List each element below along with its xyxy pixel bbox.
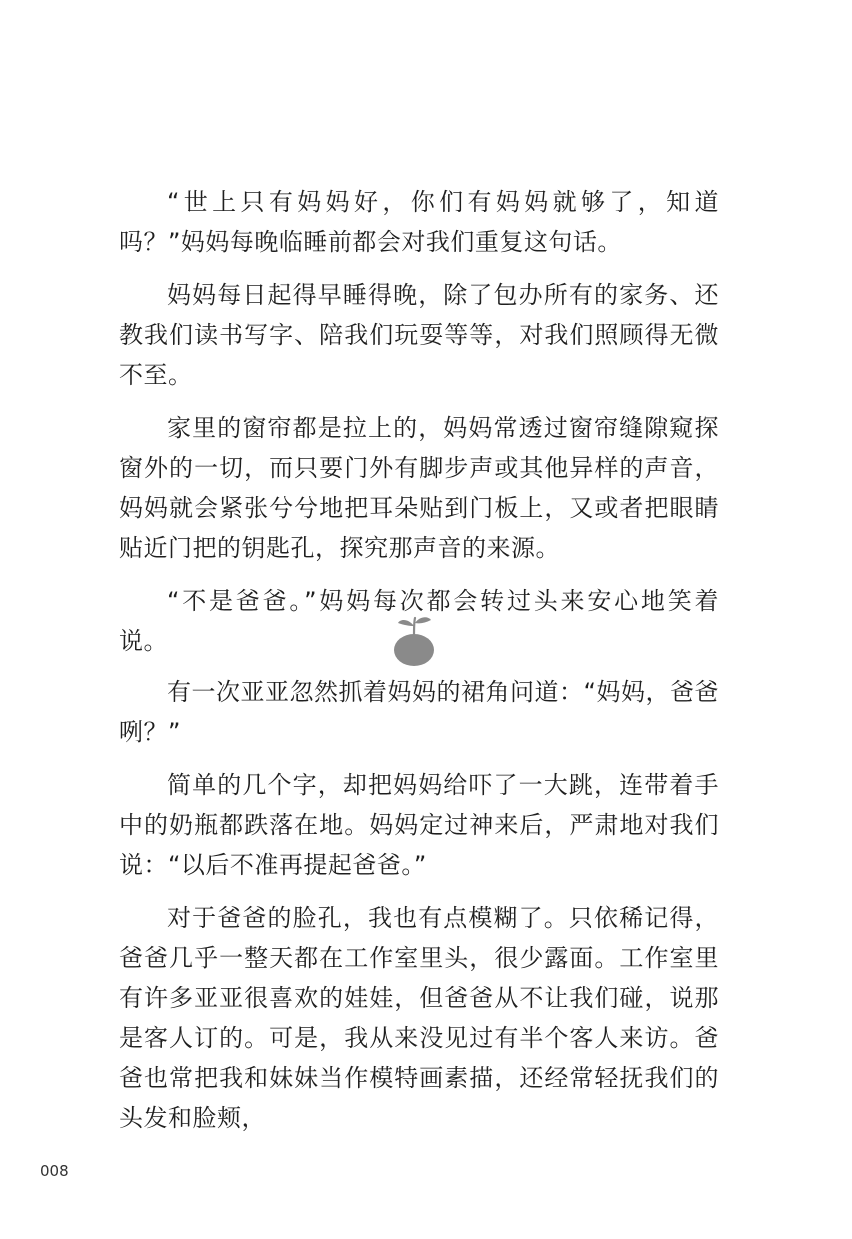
page-number: 008 [40,1162,69,1180]
paragraph: 有一次亚亚忽然抓着妈妈的裙角问道：“妈妈，爸爸咧？” [119,678,719,746]
paragraph: 对于爸爸的脸孔，我也有点模糊了。只依稀记得，爸爸几乎一整天都在工作室里头，很少露面。工作室里有许多亚亚很喜欢的娃娃，但爸爸从不让我们碰，说那是客人订的。可是，我从来没见过有半个客人来访。爸爸也常把我和妹妹当作模特画素描，还经常轻抚我们的头发和脸颊， [119,904,719,1132]
paragraph: “不是爸爸。”妈妈每次都会转过头来安心地笑着说。 [119,587,719,655]
text-section-bottom [119,672,719,1138]
paragraph: 妈妈每日起得早睡得晚，除了包办所有的家务、还教我们读书写字、陪我们玩耍等等，对我们照顾得无微不至。 [119,281,719,389]
text-section-top [119,182,719,661]
paragraph: 简单的几个字，却把妈妈给吓了一大跳，连带着手中的奶瓶都跌落在地。妈妈定过神来后，严肃地对我们说：“以后不准再提起爸爸。” [119,771,719,879]
paragraph: 家里的窗帘都是拉上的，妈妈常透过窗帘缝隙窥探窗外的一切，而只要门外有脚步声或其他异样的声音，妈妈就会紧张兮兮地把耳朵贴到门板上，又或者把眼睛贴近门把的钥匙孔，探究那声音的来源。 [119,414,719,562]
sprouting-seed-icon [388,612,440,668]
paragraph: “世上只有妈妈好，你们有妈妈就够了，知道吗？”妈妈每晚临睡前都会对我们重复这句话。 [119,188,719,256]
